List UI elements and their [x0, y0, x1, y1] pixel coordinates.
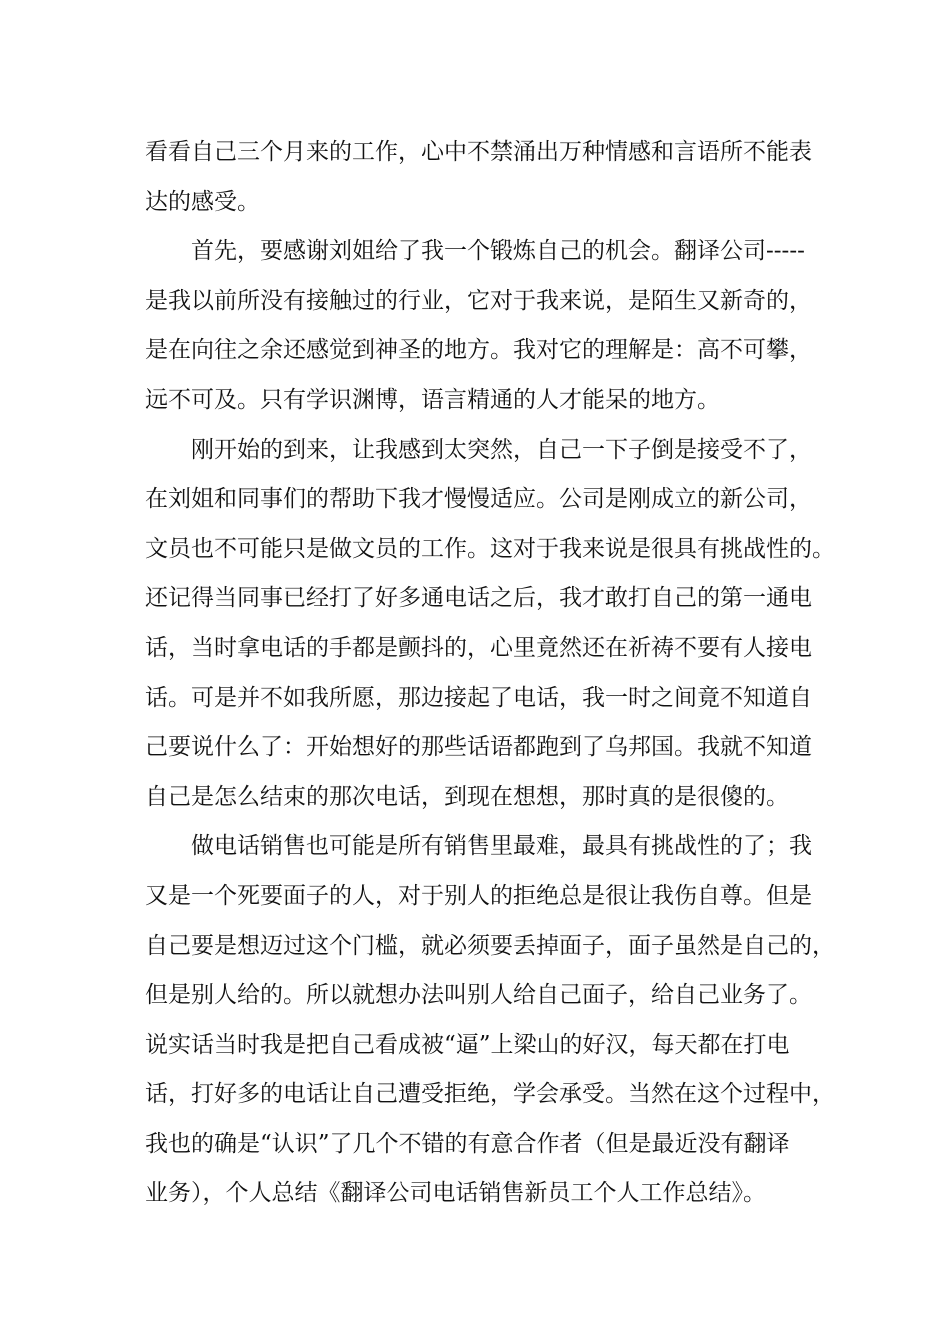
paragraph-line: 远不可及。只有学识渊博，语言精通的人才能呆的地方。	[145, 386, 720, 413]
paragraph-line: 还记得当同事已经打了好多通电话之后，我才敢打自己的第一通电	[145, 585, 812, 612]
paragraph-line: 首先，要感谢刘姐给了我一个锻炼自己的机会。翻译公司-----	[191, 238, 805, 265]
paragraph-line: 刚开始的到来，让我感到太突然，自己一下子倒是接受不了，	[191, 436, 812, 463]
paragraph-3	[145, 426, 835, 823]
paragraph-line: 话，打好多的电话让自己遭受拒绝，学会承受。当然在这个过程中，	[145, 1081, 835, 1108]
paragraph-line: 达的感受。	[145, 188, 260, 215]
paragraph-line: 话。可是并不如我所愿，那边接起了电话，我一时之间竟不知道自	[145, 684, 812, 711]
paragraph-4	[145, 822, 835, 1219]
paragraph-line: 是我以前所没有接触过的行业，它对于我来说，是陌生又新奇的，	[145, 287, 812, 314]
paragraph-line: 在刘姐和同事们的帮助下我才慢慢适应。公司是刚成立的新公司，	[145, 486, 812, 513]
paragraph-line: 己要说什么了：开始想好的那些话语都跑到了乌邦国。我就不知道	[145, 734, 812, 761]
paragraph-line: 看看自己三个月来的工作，心中不禁涌出万种情感和言语所不能表	[145, 139, 812, 165]
paragraph-line: 业务），个人总结《翻译公司电话销售新员工个人工作总结》。	[145, 1180, 766, 1207]
paragraph-2	[145, 227, 825, 425]
paragraph-line: 我也的确是“认识”了几个不错的有意合作者（但是最近没有翻译	[145, 1130, 790, 1157]
paragraph-line: 但是别人给的。所以就想办法叫别人给自己面子，给自己业务了。	[145, 982, 812, 1009]
paragraph-line: 话，当时拿电话的手都是颤抖的，心里竟然还在祈祷不要有人接电	[145, 634, 812, 661]
document-body	[145, 128, 835, 1219]
paragraph-line: 文员也不可能只是做文员的工作。这对于我来说是很具有挑战性的。	[145, 535, 835, 562]
paragraph-line: 是在向往之余还感觉到神圣的地方。我对它的理解是：高不可攀，	[145, 337, 812, 364]
paragraph-line: 做电话销售也可能是所有销售里最难，最具有挑战性的了；我	[191, 833, 812, 860]
paragraph-line: 自己要是想迈过这个门槛，就必须要丢掉面子，面子虽然是自己的，	[145, 932, 835, 959]
paragraph-line: 自己是怎么结束的那次电话，到现在想想，那时真的是很傻的。	[145, 783, 789, 810]
paragraph-line: 说实话当时我是把自己看成被“逼”上梁山的好汉，每天都在打电	[145, 1031, 790, 1058]
paragraph-line: 又是一个死要面子的人，对于别人的拒绝总是很让我伤自尊。但是	[145, 882, 812, 909]
paragraph-1	[145, 128, 825, 227]
